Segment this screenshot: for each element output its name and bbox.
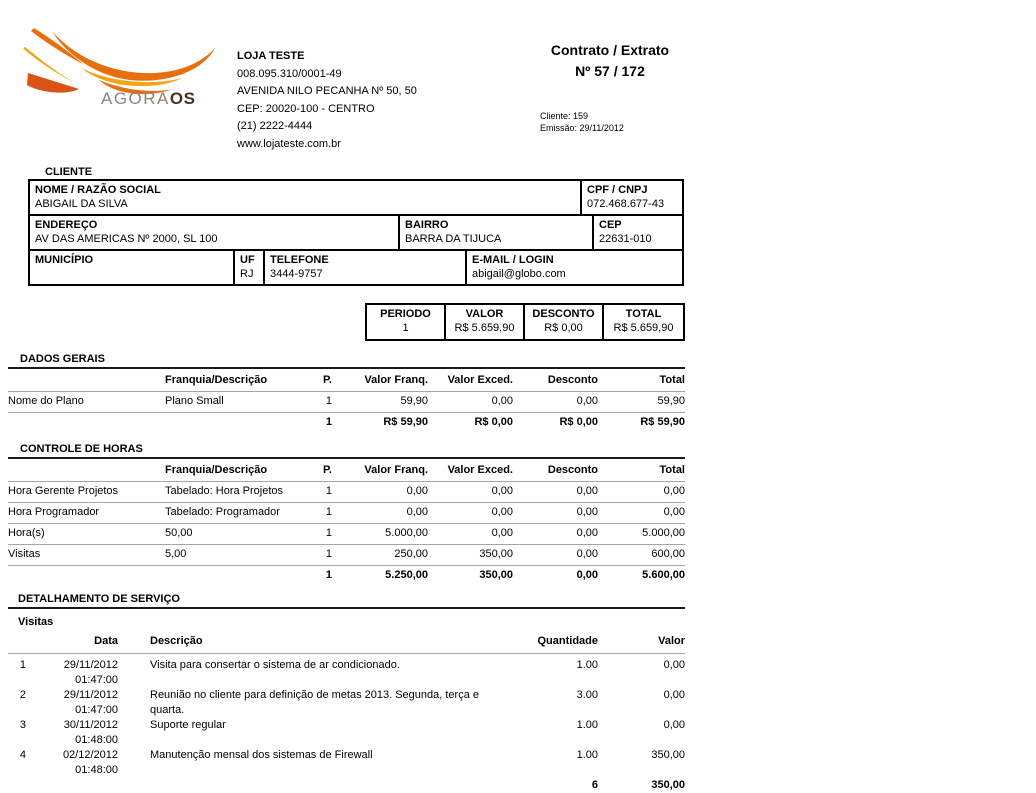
dados-gerais-table xyxy=(8,371,685,433)
company-address: AVENIDA NILO PECANHA Nº 50, 50 xyxy=(237,85,417,97)
periodo-header: PERIODO xyxy=(380,308,431,320)
table-row: 3 30/11/2012 01:48:00 Suporte regular 1.00 0,00 xyxy=(19,719,685,746)
cliente-table xyxy=(28,179,684,286)
document-number: Nº 57 / 172 xyxy=(575,63,645,79)
periodo-value: 1 xyxy=(402,322,409,334)
cliente-endereco-cell xyxy=(30,216,400,249)
uf-label: UF xyxy=(240,254,255,266)
header-valor-exced: Valor Exced. xyxy=(447,374,513,386)
header-valor: Valor xyxy=(658,635,685,647)
total-col xyxy=(604,305,683,339)
valor-value: R$ 5.659,90 xyxy=(454,322,515,334)
header-valor-exced: Valor Exced. xyxy=(447,464,513,476)
client-ref: Cliente: 159 xyxy=(540,111,589,121)
cliente-bairro-cell xyxy=(400,216,594,249)
controle-horas-totals-row: 1 5.250,00 350,00 0,00 5.600,00 xyxy=(325,569,685,581)
header-valor-franq: Valor Franq. xyxy=(364,464,428,476)
table-row: Hora Gerente Projetos Tabelado: Hora Projetos 1 0,00 0,00 0,00 0,00 xyxy=(8,482,685,503)
document-meta xyxy=(540,110,624,134)
cpf-label: CPF / CNPJ xyxy=(587,184,648,196)
bairro-label: BAIRRO xyxy=(405,219,449,231)
detalhamento-title: DETALHAMENTO DE SERVIÇO xyxy=(18,593,180,605)
cliente-nome-cell xyxy=(30,181,582,214)
valor-col xyxy=(446,305,525,339)
company-website: www.lojateste.com.br xyxy=(237,137,341,150)
logo-wordmark-os: OS xyxy=(169,89,196,108)
endereco-label: ENDEREÇO xyxy=(35,219,98,231)
header-data: Data xyxy=(94,635,118,647)
header-valor-franq: Valor Franq. xyxy=(364,374,428,386)
periodo-summary-table xyxy=(365,303,685,341)
total-value: R$ 5.659,90 xyxy=(613,322,674,334)
controle-horas-table xyxy=(8,461,685,586)
detalhamento-rule xyxy=(8,607,685,609)
cliente-row-2 xyxy=(30,216,682,251)
cliente-section-label: CLIENTE xyxy=(45,166,93,178)
cliente-email-cell xyxy=(467,251,682,284)
header-p: P. xyxy=(323,464,332,476)
table-row: Hora Programador Tabelado: Programador 1 0,00 0,00 0,00 0,00 xyxy=(8,503,685,524)
telefone-value: 3444-9757 xyxy=(270,268,323,280)
endereco-value: AV DAS AMERICAS Nº 2000, SL 100 xyxy=(35,233,218,245)
logo-wordmark xyxy=(101,89,195,109)
logo-wordmark-agora: AGORA xyxy=(101,89,170,108)
dados-gerais-totals-row: 1 R$ 59,90 R$ 0,00 R$ 0,00 R$ 59,90 xyxy=(325,416,685,428)
uf-value: RJ xyxy=(240,268,254,280)
emission-date: Emissão: 29/11/2012 xyxy=(540,123,624,133)
controle-horas-rule xyxy=(8,457,685,459)
cpf-value: 072.468.677-43 xyxy=(587,198,665,210)
header-franquia: Franquia/Descrição xyxy=(165,464,268,476)
table-row: Nome do Plano Plano Small 1 59,90 0,00 0,00 59,90 xyxy=(8,392,685,413)
dados-gerais-title: DADOS GERAIS xyxy=(20,353,105,365)
header-quantidade: Quantidade xyxy=(537,635,598,647)
visitas-detail-table xyxy=(8,632,685,793)
agoraos-logo xyxy=(25,28,215,112)
visitas-header-row xyxy=(8,632,685,654)
company-info-block xyxy=(237,48,417,153)
header-desconto: Desconto xyxy=(547,464,598,476)
email-value: abigail@globo.com xyxy=(472,268,566,280)
desconto-col xyxy=(525,305,604,339)
controle-horas-title: CONTROLE DE HORAS xyxy=(20,443,143,455)
bairro-value: BARRA DA TIJUCA xyxy=(405,233,502,245)
cliente-uf-cell xyxy=(235,251,265,284)
table-row: 4 02/12/2012 01:48:00 Manutenção mensal dos sistemas de Firewall 1.00 350,00 xyxy=(19,749,685,776)
municipio-label: MUNICÍPIO xyxy=(35,254,94,266)
company-cnpj: 008.095.310/0001-49 xyxy=(237,67,342,80)
telefone-label: TELEFONE xyxy=(270,254,329,266)
cliente-cep-cell xyxy=(594,216,682,249)
cliente-telefone-cell xyxy=(265,251,467,284)
logo-swoosh-icon xyxy=(25,28,215,94)
cliente-row-1 xyxy=(30,181,682,216)
header-desconto: Desconto xyxy=(547,374,598,386)
municipio-value xyxy=(35,267,228,281)
total-header: TOTAL xyxy=(625,308,662,320)
company-name: LOJA TESTE xyxy=(237,50,305,62)
visitas-subsection-label: Visitas xyxy=(18,616,54,628)
document-title: Contrato / Extrato xyxy=(550,42,670,58)
header-total: Total xyxy=(659,374,685,386)
periodo-col xyxy=(367,305,446,339)
company-phone: (21) 2222-4444 xyxy=(237,120,313,132)
email-label: E-MAIL / LOGIN xyxy=(472,254,554,266)
cliente-cpf-cell xyxy=(582,181,682,214)
cliente-municipio-cell xyxy=(30,251,235,284)
header-descricao: Descrição xyxy=(150,635,203,647)
desconto-value: R$ 0,00 xyxy=(544,322,583,334)
desconto-header: DESCONTO xyxy=(532,308,595,320)
header-franquia: Franquia/Descrição xyxy=(165,374,268,386)
nome-label: NOME / RAZÃO SOCIAL xyxy=(35,184,161,196)
header-p: P. xyxy=(323,374,332,386)
nome-value: ABIGAIL DA SILVA xyxy=(35,198,128,210)
company-cep: CEP: 20020-100 - CENTRO xyxy=(237,102,375,115)
dados-gerais-rule xyxy=(8,367,685,369)
dados-gerais-header-row xyxy=(8,371,685,392)
header-total: Total xyxy=(659,464,685,476)
table-row: 2 29/11/2012 01:47:00 Reunião no cliente para definição de metas 2013. Segunda, terça e quarta. 3.00 0,00 xyxy=(19,689,685,716)
table-row: Visitas 5,00 1 250,00 350,00 0,00 600,00 xyxy=(8,545,685,566)
visitas-totals-row: 6 350,00 xyxy=(591,779,685,791)
cep-label: CEP xyxy=(599,219,622,231)
table-row: Hora(s) 50,00 1 5.000,00 0,00 0,00 5.000,00 xyxy=(8,524,685,545)
table-row: 1 29/11/2012 01:47:00 Visita para consertar o sistema de ar condicionado. 1.00 0,00 xyxy=(19,659,685,686)
controle-horas-header-row xyxy=(8,461,685,482)
valor-header: VALOR xyxy=(465,308,504,320)
document-title-block xyxy=(500,40,720,82)
cep-value: 22631-010 xyxy=(599,233,652,245)
cliente-row-3 xyxy=(30,251,682,284)
